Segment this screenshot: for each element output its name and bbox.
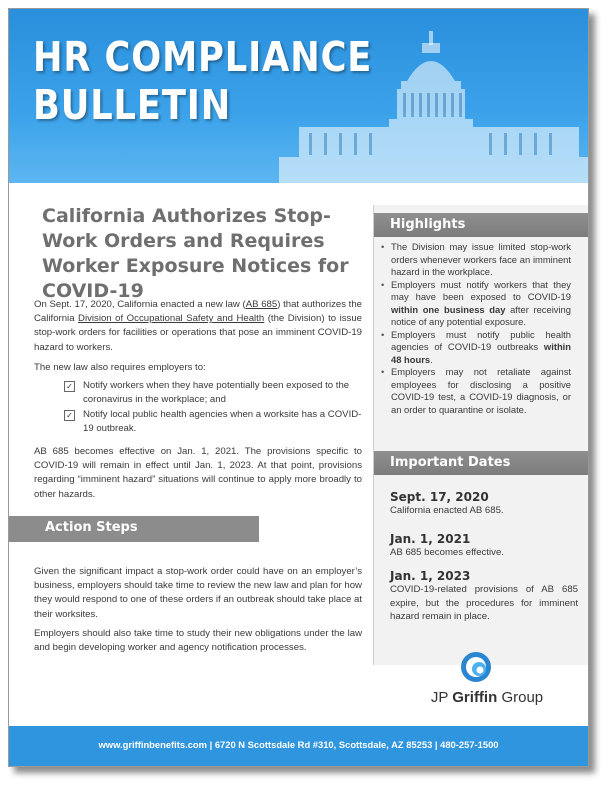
logo-suffix: Group <box>501 689 544 706</box>
important-dates-header <box>374 451 589 475</box>
effective-paragraph: AB 685 becomes effective on Jan. 1, 2021. The provisions specific to COVID-19 will remain in effect until Jan. 1, 2023. At that point, provisions regarding “imminent hazard” situations will continue to apply more broadly to other hazards. <box>34 446 362 500</box>
action-steps-header <box>9 516 259 542</box>
date-heading-3: Jan. 1, 2023 <box>390 569 471 583</box>
date-desc-2: AB 685 becomes effective. <box>390 547 504 558</box>
date-desc-3: COVID-19-related provisions of AB 685 expire, but the procedures for imminent hazard remain in place. <box>390 584 578 622</box>
highlights-title: Highlights <box>390 217 466 232</box>
date-heading-2: Jan. 1, 2021 <box>390 532 471 546</box>
logo-prefix: JP <box>430 689 449 706</box>
logo-swirl-icon <box>422 649 552 689</box>
logo-wordmark <box>422 689 552 706</box>
highlight-text: Employers must notify workers that they may have been exposed to COVID-19 <box>391 278 571 302</box>
highlight-emphasis: within 48 hours <box>391 341 571 365</box>
highlight-item-4: • Employers may not retaliate against employees for disclosing a positive COVID-19 test, a COVID-19 diagnosis, or an order to quarantine or isolate. <box>381 366 571 416</box>
requires-paragraph: The new law also requires employers to: <box>34 362 206 373</box>
highlights-header <box>374 213 589 237</box>
highlight-text: Employers must notify public health agencies of COVID-19 outbreaks <box>391 328 571 352</box>
jp-griffin-logo <box>422 649 552 719</box>
bulletin-page <box>8 8 589 767</box>
footer-contact: www.griffinbenefits.com | 6720 N Scottsdale Rd #310, Scottsdale, AZ 85253 | 480-257-1500 <box>98 739 499 750</box>
intro-text-2: ) that authorizes the California <box>34 299 363 325</box>
ab685-link[interactable]: AB 685 <box>245 299 278 310</box>
important-dates-title: Important Dates <box>390 455 511 470</box>
footer-bar <box>9 726 588 766</box>
article-headline: California Authorizes Stop-Work Orders and Requires Worker Exposure Notices for COVID-19 <box>42 205 349 302</box>
title-line-1: HR COMPLIANCE <box>33 33 373 81</box>
intro-paragraph <box>34 298 362 355</box>
date-desc-1: California enacted AB 685. <box>390 505 504 516</box>
highlight-text: . <box>430 353 433 365</box>
intro-text-3: (the Division) to issue stop-work orders for facilities or operations that pose an imminent COVID-19 hazard to workers. <box>34 313 362 353</box>
header-banner <box>9 9 588 183</box>
intro-text-1: On Sept. 17, 2020, California enacted a new law ( <box>34 299 246 310</box>
action-paragraph-2: Employers should also take time to study their new obligations under the law and begin developing worker and agency notification processes. <box>34 628 362 654</box>
date-heading-1: Sept. 17, 2020 <box>390 490 489 504</box>
capitol-building-image <box>279 23 588 183</box>
title-line-2: BULLETIN <box>33 81 232 129</box>
action-paragraph-1: Given the significant impact a stop-work order could have on an employer’s business, employers should take time to review the new law and plan for how they would respond to one of these orders if an outbreak should take place at their worksites. <box>34 566 363 620</box>
checkbox-icon: ✓ <box>64 410 75 421</box>
highlight-item-3 <box>381 329 571 367</box>
highlight-item-1: • The Division may issue limited stop-work orders whenever workers face an imminent hazard in the workplace. <box>381 241 571 279</box>
division-link[interactable]: Division of Occupational Safety and Health <box>78 313 265 325</box>
highlight-emphasis: within one business day <box>391 303 506 315</box>
checklist-item-2: Notify local public health agencies when a worksite has a COVID-19 outbreak. <box>83 409 362 435</box>
logo-bold: Griffin <box>452 689 498 706</box>
highlight-text: after receiving notice of any potential exposure. <box>391 303 571 327</box>
checklist-item-1: Notify workers when they have potentially been exposed to the coronavirus in the workplace; and <box>83 380 350 406</box>
highlights-list <box>381 241 571 416</box>
highlight-item-2 <box>381 279 571 329</box>
action-steps-title: Action Steps <box>45 520 138 535</box>
checkbox-icon: ✓ <box>64 381 75 392</box>
